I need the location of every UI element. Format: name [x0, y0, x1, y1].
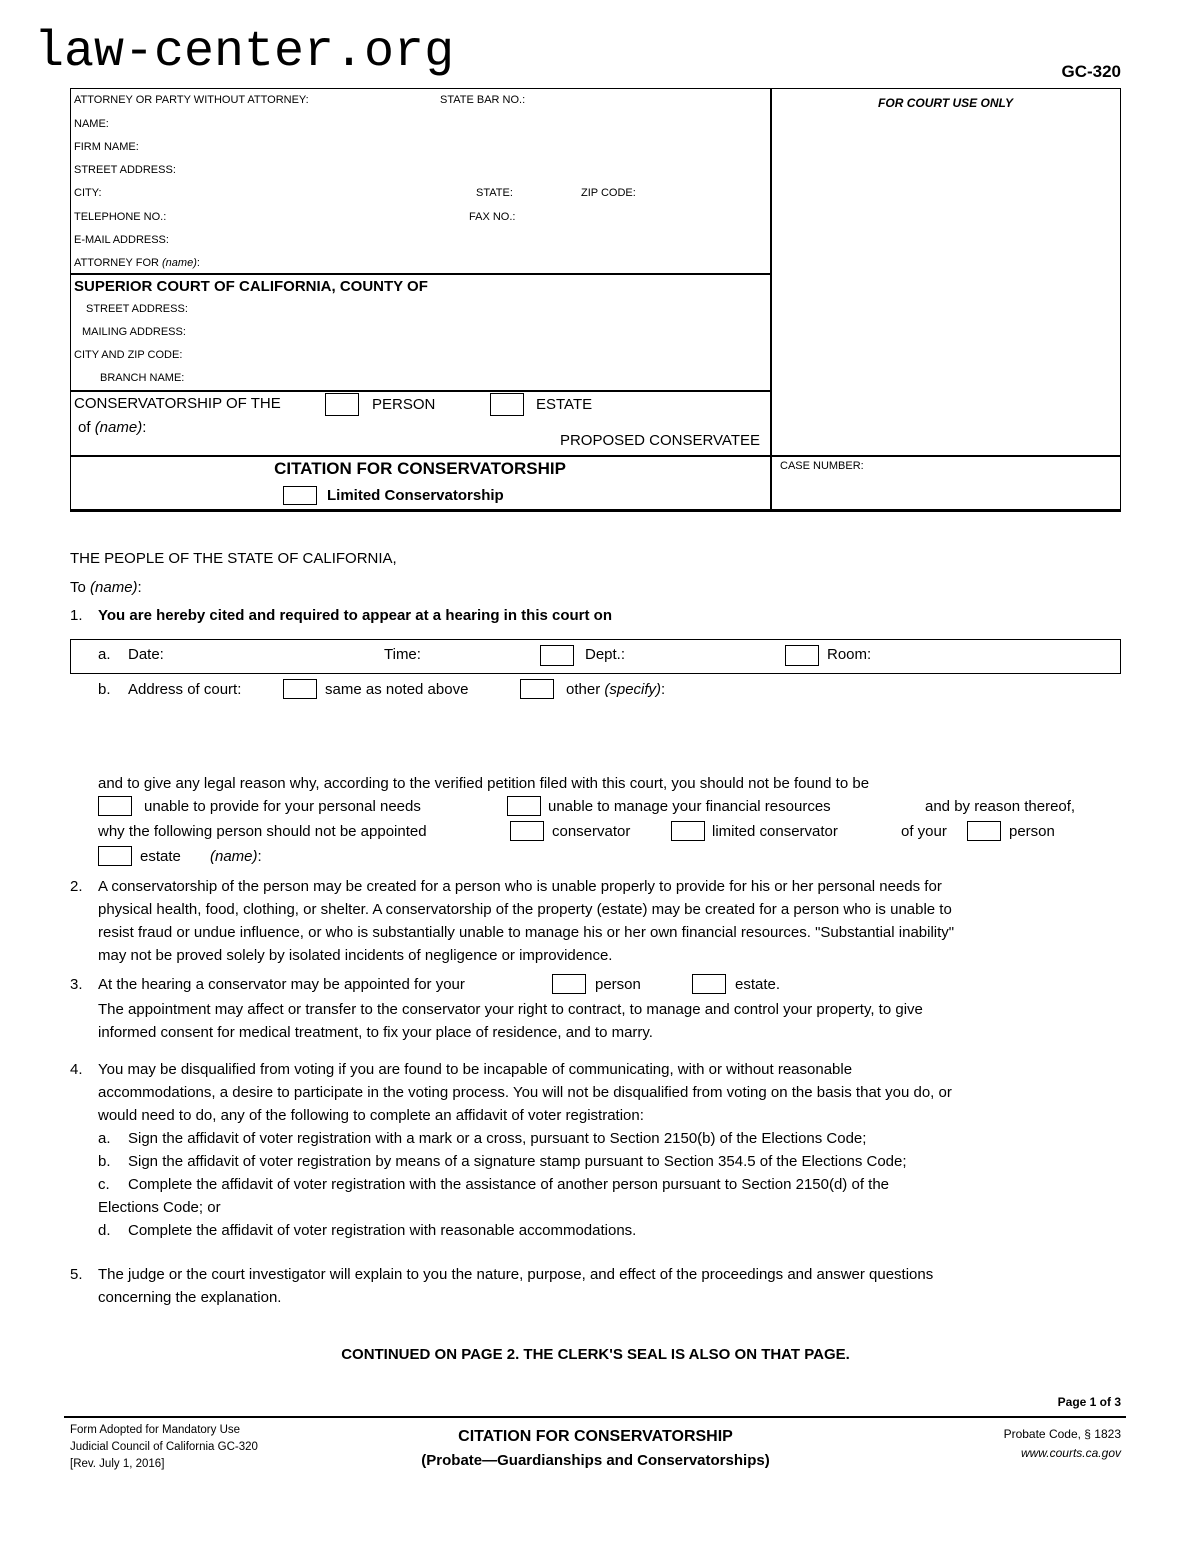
other-specify-italic: (specify) [604, 681, 662, 698]
item4b-text: Sign the affidavit of voter registration by means of a signature stamp pursuant to Section 354.5 of the Elections Code; [128, 1153, 907, 1170]
item5-line: concerning the explanation. [98, 1289, 282, 1306]
other-suffix: : [661, 681, 666, 698]
of-name-italic: (name) [94, 419, 143, 436]
street-address-label: STREET ADDRESS: [74, 164, 176, 176]
of-your-person-checkbox[interactable] [967, 821, 1001, 841]
court-city-zip-label: CITY AND ZIP CODE: [74, 349, 183, 361]
item4c-text2: Elections Code; or [98, 1199, 221, 1216]
for-court-use-label: FOR COURT USE ONLY [878, 96, 1013, 110]
row-divider [70, 390, 770, 392]
attorney-party-label: ATTORNEY OR PARTY WITHOUT ATTORNEY: [74, 94, 309, 106]
telephone-label: TELEPHONE NO.: [74, 211, 167, 223]
name-label: NAME: [74, 118, 109, 130]
item4-number: 4. [70, 1061, 83, 1078]
of-your-estate-label: estate [140, 848, 181, 865]
footer-left-line: Judicial Council of California GC-320 [70, 1441, 258, 1453]
limited-conservatorship-label: Limited Conservatorship [327, 487, 504, 504]
footer-left-line: [Rev. July 1, 2016] [70, 1458, 165, 1470]
financial-resources-checkbox[interactable] [507, 796, 541, 816]
item2-line: A conservatorship of the person may be created for a person who is unable properly to provide for his or her personal needs for [98, 878, 942, 895]
proposed-conservatee-label: PROPOSED CONSERVATEE [559, 432, 760, 449]
item3-estate-checkbox[interactable] [692, 974, 726, 994]
person-checkbox-label: PERSON [372, 396, 436, 413]
footer-courts-url: www.courts.ca.gov [1020, 1446, 1121, 1460]
court-mailing-label: MAILING ADDRESS: [82, 326, 186, 338]
limited-conservator-label: limited conservator [712, 823, 838, 840]
same-as-noted-label: same as noted above [325, 681, 469, 698]
email-label: E-MAIL ADDRESS: [74, 234, 169, 246]
item4c-letter: c. [98, 1176, 110, 1193]
form-code: GC-320 [1061, 62, 1121, 81]
limited-conservatorship-checkbox[interactable] [283, 486, 317, 505]
item3-line: The appointment may affect or transfer to the conservator your right to contract, to manage and control your property, to give [98, 1001, 923, 1018]
legal-reason-line1: and to give any legal reason why, according to the verified petition filed with this court, you should not be found to be [98, 775, 870, 792]
of-your-text: of your [901, 823, 947, 840]
legal-reason-name-suffix: : [257, 848, 262, 865]
continued-notice: CONTINUED ON PAGE 2. THE CLERK'S SEAL IS ALSO ON THAT PAGE. [341, 1346, 850, 1363]
item5-line: The judge or the court investigator will explain to you the nature, purpose, and effect of the proceedings and answer questions [98, 1266, 934, 1283]
estate-checkbox[interactable] [490, 393, 524, 416]
person-checkbox[interactable] [325, 393, 359, 416]
legal-reason-name-italic: (name) [210, 848, 258, 865]
column-divider [770, 88, 772, 512]
item4-line: would need to do, any of the following to complete an affidavit of voter registration: [98, 1107, 644, 1124]
item4-line: You may be disqualified from voting if you are found to be incapable of communicating, with or without reasonable [98, 1061, 853, 1078]
court-branch-label: BRANCH NAME: [100, 372, 185, 384]
financial-resources-label: unable to manage your financial resources [548, 798, 831, 815]
to-name-line [70, 579, 142, 596]
time-label: Time: [384, 646, 421, 663]
item4a-text: Sign the affidavit of voter registration with a mark or a cross, pursuant to Section 2150(b) of the Elections Code; [128, 1130, 867, 1147]
item4a-letter: a. [98, 1130, 111, 1147]
personal-needs-label: unable to provide for your personal needs [144, 798, 421, 815]
item1-number: 1. [70, 607, 83, 624]
item3-person-checkbox[interactable] [552, 974, 586, 994]
thereof-text: and by reason thereof, [925, 798, 1076, 815]
legal-reason-name [210, 848, 262, 865]
item1-text: You are hereby cited and required to appear at a hearing in this court on [98, 607, 612, 624]
conservator-label: conservator [552, 823, 631, 840]
same-as-noted-checkbox[interactable] [283, 679, 317, 699]
zip-code-label: ZIP CODE: [581, 187, 636, 199]
of-your-estate-checkbox[interactable] [98, 846, 132, 866]
date-label: Date: [128, 646, 164, 663]
conservatorship-of-label: CONSERVATORSHIP OF THE [74, 395, 281, 412]
other-specify-label [566, 681, 665, 698]
fax-label: FAX NO.: [469, 211, 516, 223]
page-number: Page 1 of 3 [1057, 1395, 1121, 1409]
to-prefix: To [70, 579, 91, 596]
footer-left-line: Form Adopted for Mandatory Use [70, 1424, 241, 1436]
item4d-text: Complete the affidavit of voter registration with reasonable accommodations. [128, 1222, 637, 1239]
site-logo: law-center.org [34, 24, 455, 81]
item1b-letter: b. [98, 681, 111, 698]
item5-number: 5. [70, 1266, 83, 1283]
estate-checkbox-label: ESTATE [536, 396, 593, 413]
case-number-label: CASE NUMBER: [780, 460, 864, 472]
item2-line: may not be proved solely by isolated incidents of negligence or improvidence. [98, 947, 613, 964]
item2-line: physical health, food, clothing, or shelter. A conservatorship of the property (estate) may be created for a person who is unable to [98, 901, 952, 918]
personal-needs-checkbox[interactable] [98, 796, 132, 816]
row-divider [70, 455, 1121, 457]
state-bar-label: STATE BAR NO.: [440, 94, 526, 106]
legal-reason-line3: why the following person should not be appointed [98, 823, 427, 840]
firm-name-label: FIRM NAME: [74, 141, 139, 153]
footer-rule [64, 1416, 1126, 1418]
item3-person-label: person [595, 976, 641, 993]
item1a-letter: a. [98, 646, 111, 663]
court-street-label: STREET ADDRESS: [86, 303, 188, 315]
item3-estate-label: estate. [735, 976, 781, 993]
of-prefix: of [78, 419, 95, 436]
footer-form-subtitle: (Probate—Guardianships and Conservatorships) [421, 1452, 770, 1469]
item4c-text: Complete the affidavit of voter registration with the assistance of another person pursuant to Section 2150(d) of the [128, 1176, 890, 1193]
of-suffix: : [142, 419, 147, 436]
item3-lead: At the hearing a conservator may be appointed for your [98, 976, 465, 993]
superior-court-title: SUPERIOR COURT OF CALIFORNIA, COUNTY OF [74, 278, 428, 295]
address-of-court-label: Address of court: [128, 681, 242, 698]
city-label: CITY: [74, 187, 102, 199]
form-title: CITATION FOR CONSERVATORSHIP [274, 459, 566, 478]
item4b-letter: b. [98, 1153, 111, 1170]
dept-label: Dept.: [585, 646, 626, 663]
conservator-checkbox[interactable] [510, 821, 544, 841]
other-prefix: other [566, 681, 605, 698]
limited-conservator-checkbox[interactable] [671, 821, 705, 841]
attorney-for-name: (name) [162, 257, 197, 269]
attorney-for-label [74, 257, 200, 269]
to-suffix: : [137, 579, 142, 596]
item4-line: accommodations, a desire to participate in the voting process. You will not be disqualified from voting on the basis that you do, or [98, 1084, 952, 1101]
room-box[interactable] [785, 645, 819, 666]
item4d-letter: d. [98, 1222, 111, 1239]
other-address-checkbox[interactable] [520, 679, 554, 699]
attorney-for-prefix: ATTORNEY FOR [74, 257, 163, 269]
dept-box[interactable] [540, 645, 574, 666]
attorney-for-suffix: : [196, 257, 200, 269]
footer-form-title: CITATION FOR CONSERVATORSHIP [458, 1428, 733, 1445]
people-of-california-line: THE PEOPLE OF THE STATE OF CALIFORNIA, [70, 550, 397, 567]
footer-probate-code: Probate Code, § 1823 [1003, 1427, 1121, 1441]
row-divider [70, 273, 770, 275]
item2-line: resist fraud or undue influence, or who is substantially unable to manage his or her own financial resources. "Substantial inability" [98, 924, 955, 941]
item3-number: 3. [70, 976, 83, 993]
to-name-italic: (name) [90, 579, 138, 596]
item3-line: informed consent for medical treatment, to fix your place of residence, and to marry. [98, 1024, 653, 1041]
item2-number: 2. [70, 878, 83, 895]
state-label: STATE: [476, 187, 513, 199]
of-your-person-label: person [1009, 823, 1055, 840]
room-label: Room: [827, 646, 872, 663]
